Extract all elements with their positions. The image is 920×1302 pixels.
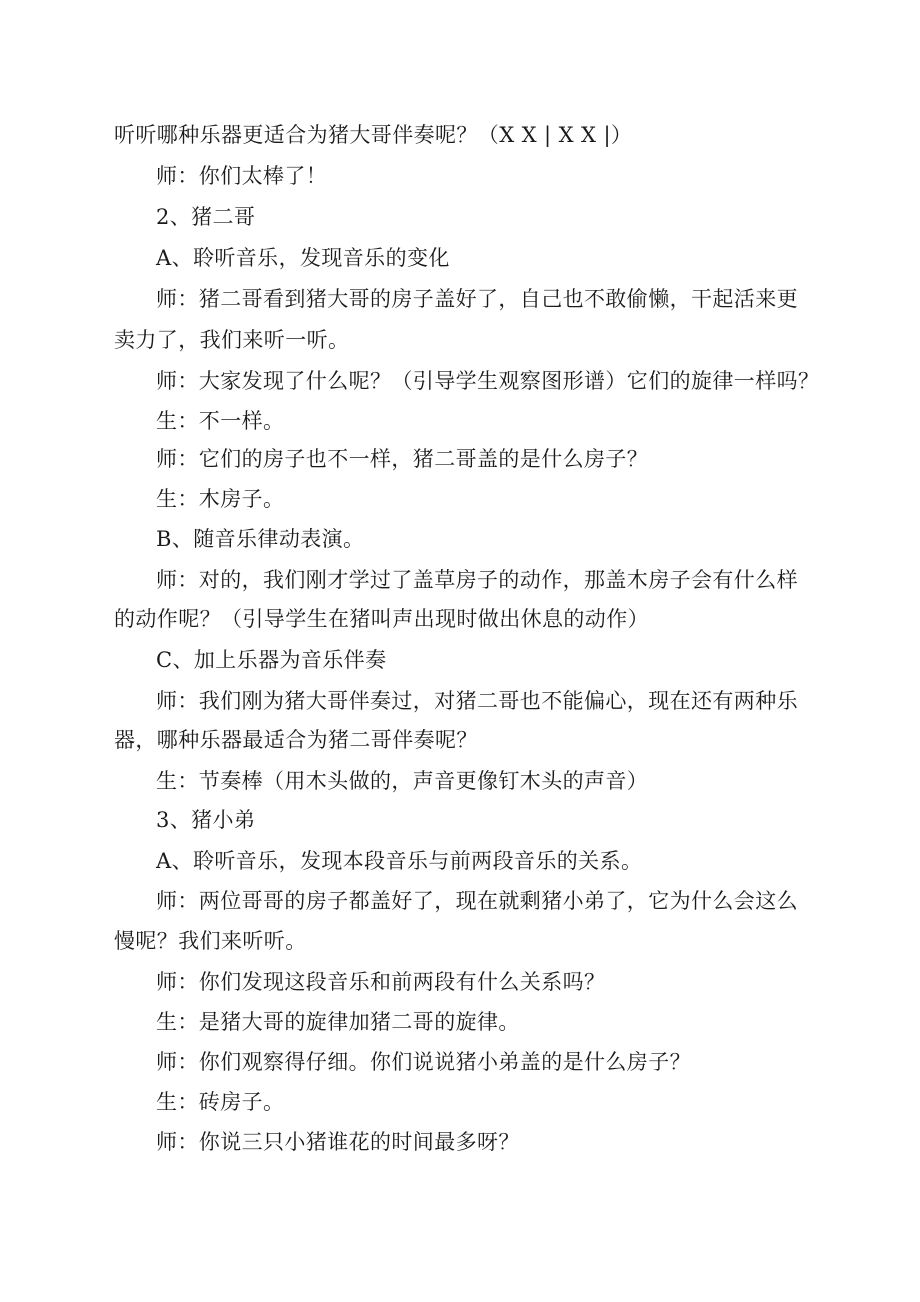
paragraph-line: 生：不一样。 — [156, 409, 285, 433]
paragraph-line: 师：你们观察得仔细。你们说说猪小弟盖的是什么房子？ — [156, 1050, 691, 1074]
paragraph-line: 师：它们的房子也不一样，猪二哥盖的是什么房子？ — [156, 447, 649, 471]
paragraph-line: 师：你说三只小猪谁花的时间最多呀？ — [156, 1130, 520, 1154]
paragraph-line: 器，哪种乐器最适合为猪二哥伴奏呢？ — [114, 728, 478, 752]
paragraph-line: 师：对的，我们刚才学过了盖草房子的动作，那盖木房子会有什么样 — [156, 568, 798, 592]
paragraph-line: 的动作呢？（引导学生在猪叫声出现时做出休息的动作） — [114, 607, 649, 631]
paragraph-line: 师：我们刚为猪大哥伴奏过，对猪二哥也不能偏心，现在还有两种乐 — [156, 689, 798, 713]
section-heading: 3、猪小弟 — [156, 808, 256, 832]
paragraph-line: 生：节奏棒（用木头做的，声音更像钉木头的声音） — [156, 769, 649, 793]
paragraph-line: 卖力了，我们来听一听。 — [114, 328, 350, 352]
section-heading: 2、猪二哥 — [156, 205, 256, 229]
paragraph-line: 听听哪种乐器更适合为猪大哥伴奏呢？（X X | X X |） — [114, 123, 633, 147]
paragraph-line: 师：你们太棒了！ — [156, 164, 328, 188]
paragraph-line: 慢呢？我们来听听。 — [114, 929, 307, 953]
subsection-heading: B、随音乐律动表演。 — [156, 527, 365, 551]
subsection-heading: C、加上乐器为音乐伴奏 — [156, 648, 387, 672]
paragraph-line: 生：砖房子。 — [156, 1090, 285, 1114]
paragraph-line: 师：你们发现这段音乐和前两段有什么关系吗？ — [156, 970, 606, 994]
paragraph-line: 生：木房子。 — [156, 487, 285, 511]
paragraph-line: 生：是猪大哥的旋律加猪二哥的旋律。 — [156, 1010, 520, 1034]
paragraph-line: 师：两位哥哥的房子都盖好了，现在就剩猪小弟了，它为什么会这么 — [156, 889, 798, 913]
paragraph-line: 师：猪二哥看到猪大哥的房子盖好了，自己也不敢偷懒，干起活来更 — [156, 287, 798, 311]
paragraph-line: 师：大家发现了什么呢？（引导学生观察图形谱）它们的旋律一样吗？ — [156, 369, 820, 393]
subsection-heading: A、聆听音乐，发现本段音乐与前两段音乐的关系。 — [156, 849, 643, 873]
subsection-heading: A、聆听音乐，发现音乐的变化 — [156, 246, 450, 270]
